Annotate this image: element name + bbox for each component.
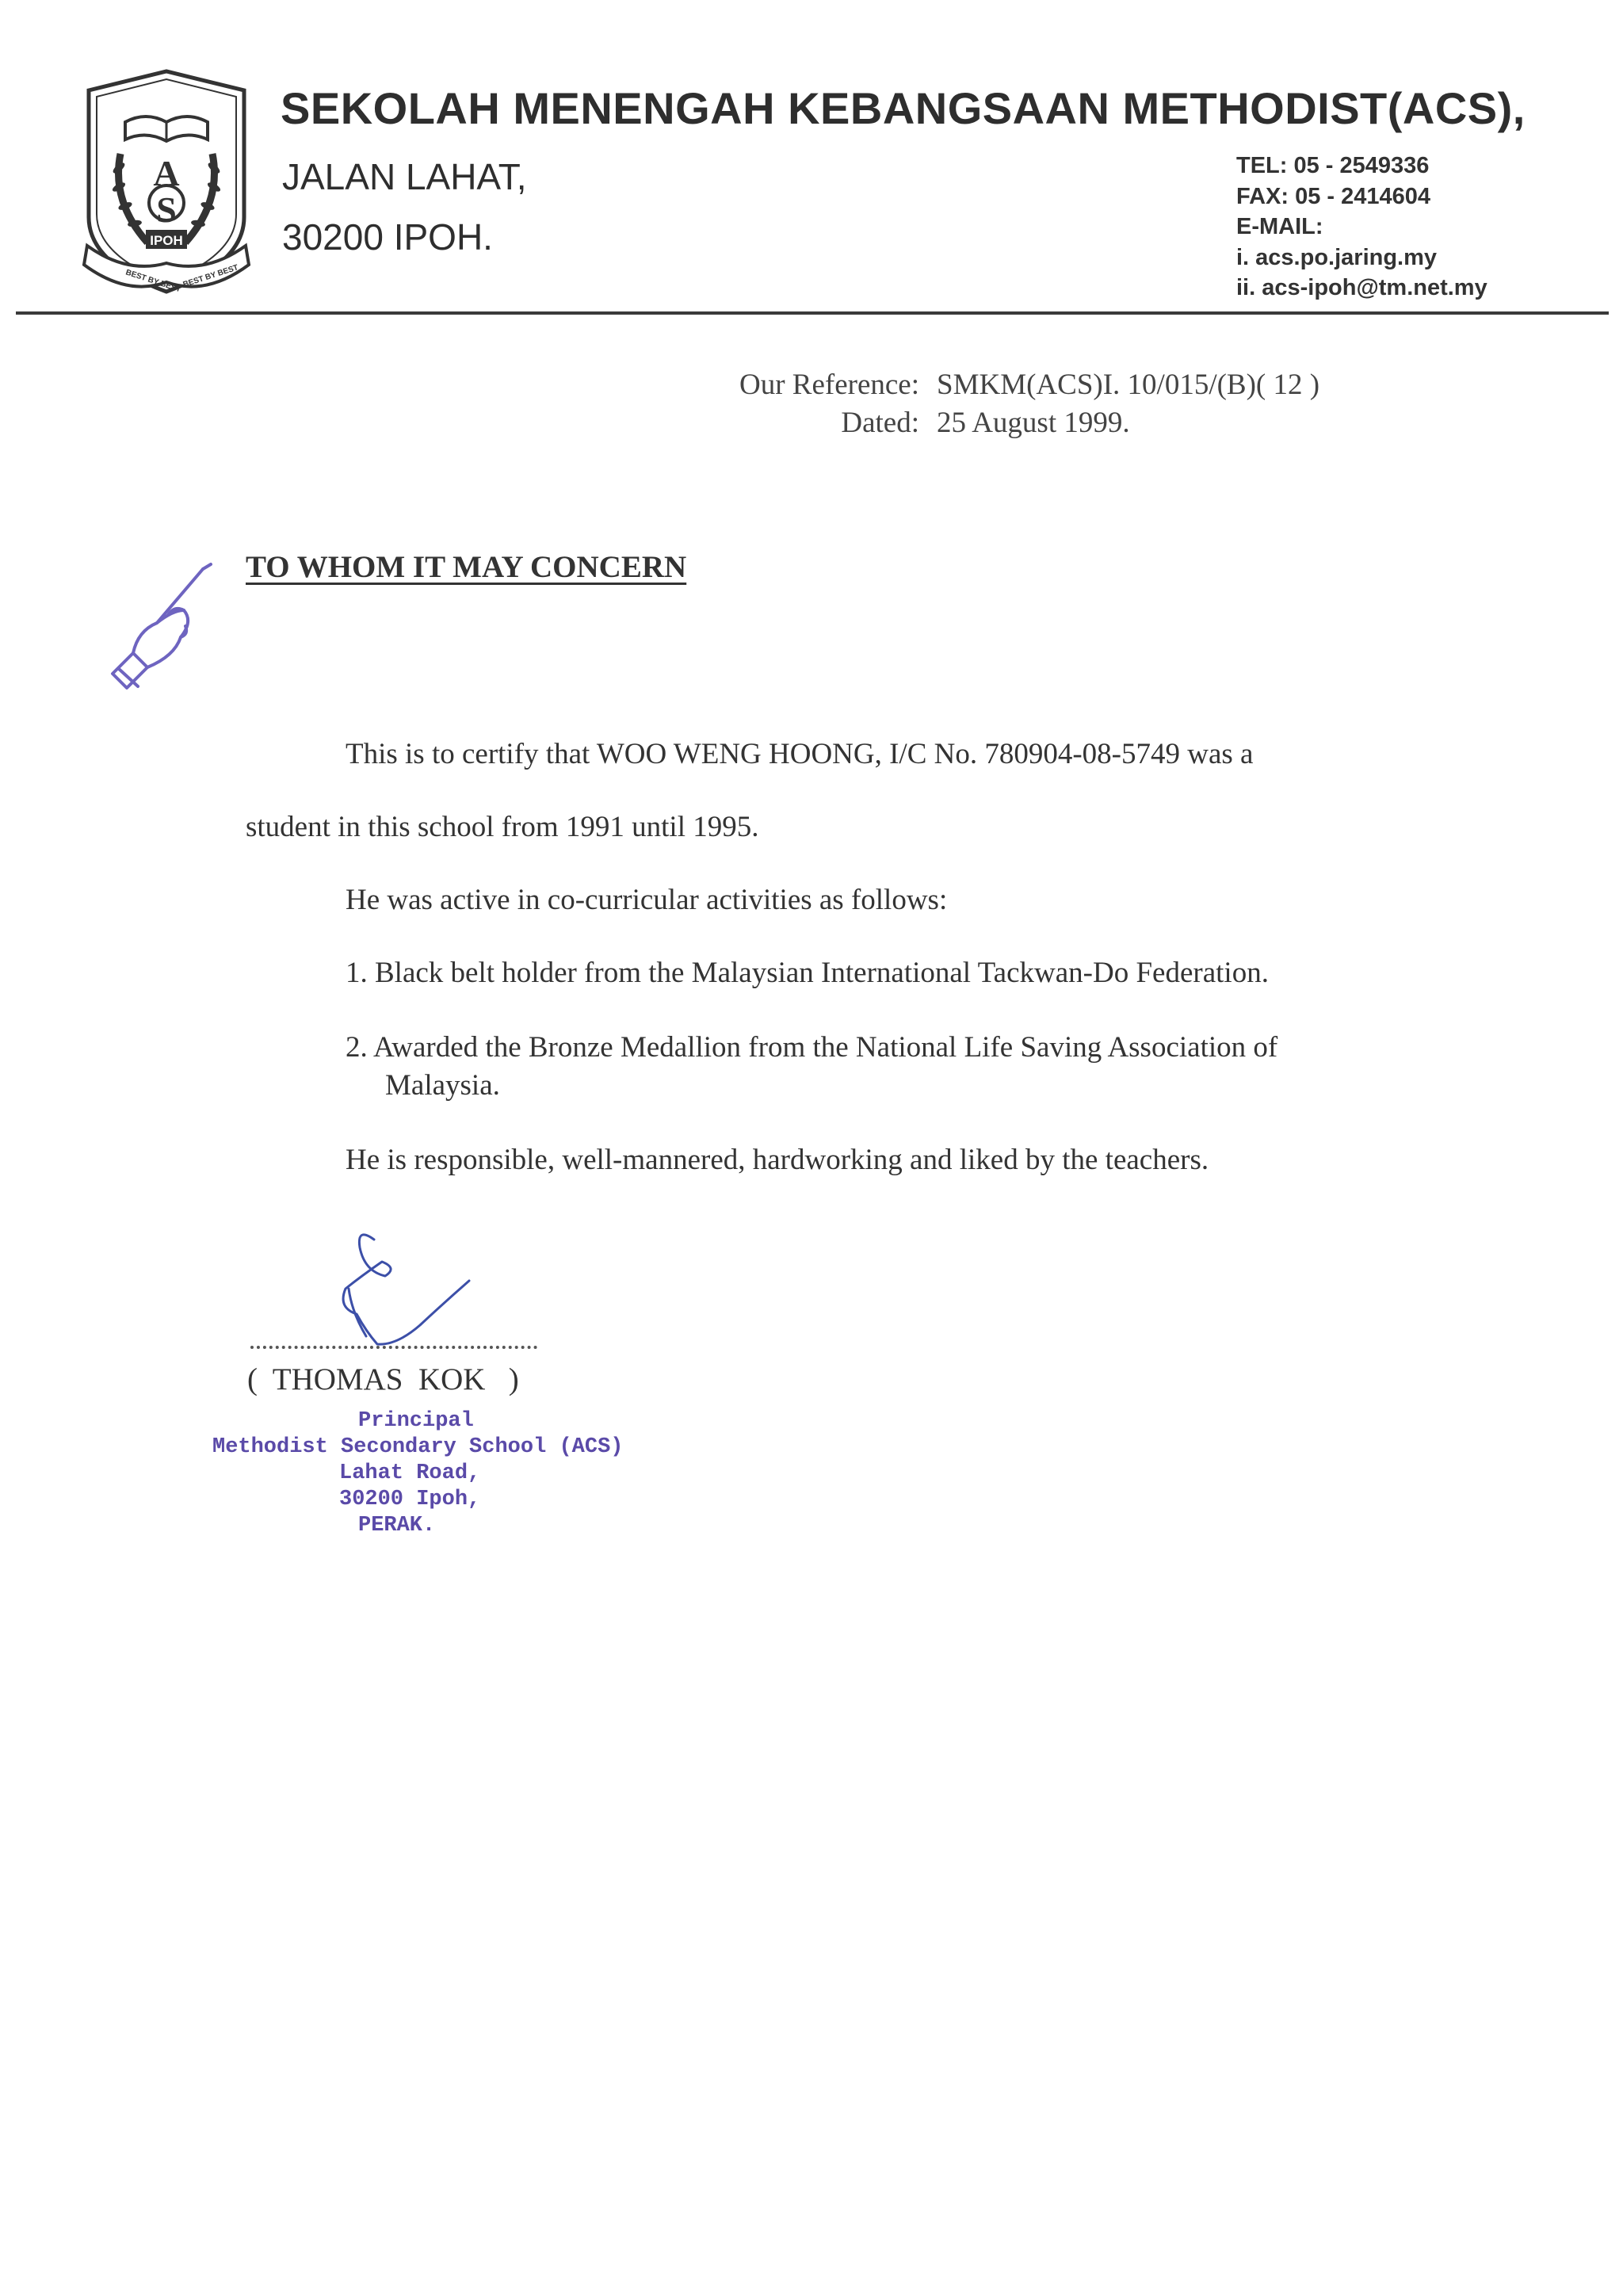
header-divider (16, 311, 1609, 315)
activity-item-1: 1. Black belt holder from the Malaysian International Tackwan-Do Federation. (346, 957, 1269, 989)
signature-scribble (325, 1221, 483, 1359)
svg-text:A: A (153, 153, 180, 193)
contact-block (1236, 151, 1487, 304)
fax: FAX: 05 - 2414604 (1236, 183, 1431, 209)
dated-value: 25 August 1999. (937, 407, 1130, 439)
address-line-2: 30200 IPOH. (282, 216, 493, 258)
stamp-line-4: 30200 Ipoh, (339, 1488, 481, 1511)
our-reference-label: Our Reference: (739, 369, 919, 401)
svg-text:S: S (156, 189, 177, 230)
stamp-line-2: Methodist Secondary School (ACS) (212, 1435, 624, 1459)
pointing-hand-icon (101, 555, 220, 693)
signer-name: ( THOMAS KOK ) (247, 1362, 519, 1396)
email-2: ii. acs-ipoh@tm.net.my (1236, 275, 1487, 300)
stamp-line-3: Lahat Road, (339, 1461, 481, 1485)
stamp-line-1: Principal (358, 1409, 474, 1433)
paragraph-1-line-2: student in this school from 1991 until 1995. (246, 811, 759, 843)
paragraph-3: He is responsible, well-mannered, hardworking and liked by the teachers. (346, 1144, 1209, 1176)
dated-label: Dated: (841, 407, 919, 439)
svg-text:IPOH: IPOH (150, 233, 183, 248)
school-crest-logo (79, 67, 254, 304)
svg-text:BEST BY BEST: BEST BY BEST (181, 263, 240, 290)
address-line-1: JALAN LAHAT, (282, 156, 527, 197)
our-reference-value: SMKM(ACS)I. 10/015/(B)( 12 ) (937, 369, 1320, 401)
signature-line (250, 1346, 537, 1349)
activity-item-2-line-2: Malaysia. (385, 1069, 500, 1102)
paragraph-2: He was active in co-curricular activities as follows: (346, 884, 948, 916)
letter-heading: TO WHOM IT MAY CONCERN (246, 550, 687, 584)
telephone: TEL: 05 - 2549336 (1236, 153, 1430, 178)
svg-text:BEST BY BEST: BEST BY BEST (124, 268, 182, 295)
activity-item-2-line-1: 2. Awarded the Bronze Medallion from the National Life Saving Association of (346, 1031, 1278, 1064)
stamp-line-5: PERAK. (358, 1514, 436, 1538)
email-label: E-MAIL: (1236, 214, 1323, 239)
paragraph-1-line-1: This is to certify that WOO WENG HOONG, I/C No. 780904-08-5749 was a (346, 738, 1254, 770)
email-1: i. acs.po.jaring.my (1236, 244, 1438, 270)
school-name: SEKOLAH MENENGAH KEBANGSAAN METHODIST(ACS), (281, 83, 1526, 133)
